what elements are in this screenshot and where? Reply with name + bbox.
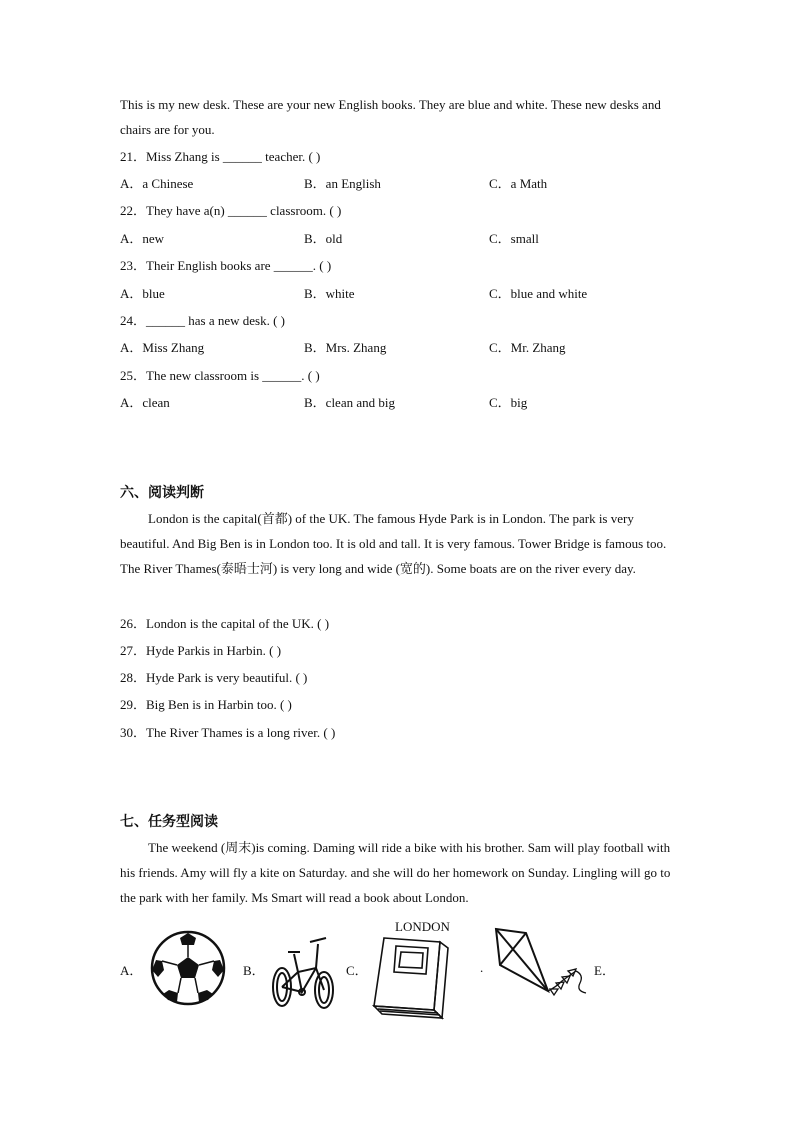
section-6-passage: London is the capital(首都) of the UK. The famous Hyde Park is in London. The park is very beautiful. And Big Ben is in London too. It is old and tall. It is very famous. Tower Bridge is famous too. The River Thames(泰晤士河) is very long and wide (宽的). Some boats are on the river every day. [120,511,667,576]
section-6-heading: 六、阅读判断 [120,485,204,501]
football-icon [150,930,226,1006]
option-24-c: C．Mr. Zhang [489,340,566,355]
question-30: 30．The River Thames is a long river. ( ) [120,725,336,740]
option-24-b: B．Mrs. Zhang [304,340,387,355]
option-25-c: C．big [489,395,528,410]
picture-label-a: A． [120,963,143,978]
option-24-a: A．Miss Zhang [120,340,205,355]
option-23-c: C．blue and white [489,286,588,301]
option-25-a: A．clean [120,395,170,410]
passage-1: This is my new desk. These are your new English books. They are blue and white. These new desks and chairs are for you. [120,97,661,137]
picture-label-d: . [480,960,484,975]
kite-icon [492,925,592,1009]
option-22-c: C．small [489,231,539,246]
question-21: 21．Miss Zhang is ______ teacher. ( ) [120,149,321,164]
section-7-passage: The weekend (周末)is coming. Daming will ride a bike with his brother. Sam will play football with his friends. Amy will fly a kite on Saturday. and she will do her homework on Sunday. Lingling will go to the park with her family. Ms Smart will read a book about London. [120,840,671,905]
question-28: 28．Hyde Park is very beautiful. ( ) [120,670,308,685]
option-23-a: A．blue [120,286,165,301]
option-21-c: C．a Math [489,176,548,191]
option-23-b: B．white [304,286,355,301]
question-24: 24．______ has a new desk. ( ) [120,313,285,328]
section-7-heading: 七、任务型阅读 [120,814,218,830]
question-23: 23．Their English books are ______. ( ) [120,258,332,273]
option-25-b: B．clean and big [304,395,395,410]
option-22-a: A．new [120,231,165,246]
picture-label-e: E． [594,963,615,978]
question-22: 22．They have a(n) ______ classroom. ( ) [120,203,342,218]
book-icon [370,934,454,1020]
question-27: 27．Hyde Parkis in Harbin. ( ) [120,643,282,658]
question-26: 26．London is the capital of the UK. ( ) [120,616,330,631]
option-22-b: B．old [304,231,343,246]
picture-label-c: C． [346,963,368,978]
option-21-a: A．a Chinese [120,176,194,191]
option-21-b: B．an English [304,176,381,191]
book-title: LONDON [395,919,450,934]
question-29: 29．Big Ben is in Harbin too. ( ) [120,697,292,712]
bicycle-icon [268,932,338,1010]
question-25: 25．The new classroom is ______. ( ) [120,368,320,383]
picture-label-b: B． [243,963,265,978]
